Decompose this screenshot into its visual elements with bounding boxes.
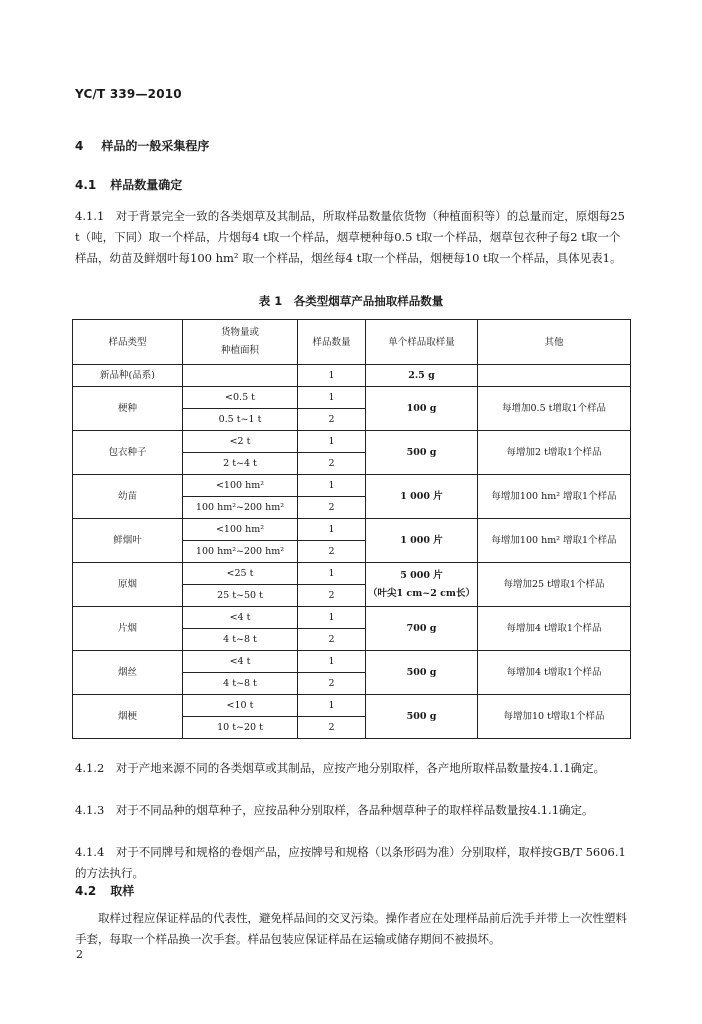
header-cell: 样品数量 — [298, 320, 366, 365]
table-row — [73, 365, 631, 387]
standard-number: YC/T 339—2010 — [75, 87, 182, 101]
page-number: 2 — [76, 948, 83, 961]
header-cell: 其他 — [478, 320, 631, 365]
other-cell: 每增加4 t增取1个样品 — [478, 607, 631, 651]
quantity-cell: <100 hm² — [183, 519, 298, 541]
other-cell: 每增加25 t增取1个样品 — [478, 563, 631, 607]
amount-cell: 700 g — [366, 607, 478, 651]
quantity-cell: <100 hm² — [183, 475, 298, 497]
count-cell: 2 — [298, 497, 366, 519]
sample-type-cell: 鲜烟叶 — [73, 519, 183, 563]
sample-type-cell: 烟梗 — [73, 695, 183, 739]
quantity-cell: <0.5 t — [183, 387, 298, 409]
quantity-cell — [183, 365, 298, 387]
table-row — [73, 475, 631, 497]
sample-type-cell: 幼苗 — [73, 475, 183, 519]
quantity-cell: 4 t~8 t — [183, 629, 298, 651]
sample-type-cell: 原烟 — [73, 563, 183, 607]
section-4-heading — [75, 137, 209, 154]
section-number: 4.1 — [75, 178, 97, 192]
amount-cell: 2.5 g — [366, 365, 478, 387]
quantity-cell: 25 t~50 t — [183, 585, 298, 607]
amount-cell: 1 000 片 — [366, 519, 478, 563]
quantity-cell: <4 t — [183, 651, 298, 673]
quantity-cell: 100 hm²~200 hm² — [183, 497, 298, 519]
sample-type-cell: 片烟 — [73, 607, 183, 651]
table-row — [73, 651, 631, 673]
count-cell: 1 — [298, 607, 366, 629]
quantity-cell: <4 t — [183, 607, 298, 629]
paragraph-4-1-1: 4.1.1 对于背景完全一致的各类烟草及其制品，所取样品数量依货物（种植面积等）的总量而定，原烟每25 t（吨，下同）取一个样品，片烟每4 t取一个样品，烟草梗种每0.5 t取一个样品，烟草包衣种子每2 t取一个样品，幼苗及鲜烟叶每100 hm² 取一个样品，烟丝每4 t取一个样品，烟梗每10 t取一个样品，具体见表1。 — [75, 209, 625, 265]
quantity-cell: 10 t~20 t — [183, 717, 298, 739]
other-cell: 每增加100 hm² 增取1个样品 — [478, 519, 631, 563]
section-title: 样品的一般采集程序 — [101, 139, 210, 153]
count-cell: 1 — [298, 651, 366, 673]
paragraph-4-1-3: 4.1.3 对于不同品种的烟草种子，应按品种分别取样，各品种烟草种子的取样样品数量按4.1.1确定。 — [75, 803, 594, 817]
quantity-cell: 4 t~8 t — [183, 673, 298, 695]
table-header-row — [73, 320, 631, 365]
count-cell: 2 — [298, 629, 366, 651]
table-row — [73, 563, 631, 585]
other-cell: 每增加2 t增取1个样品 — [478, 431, 631, 475]
section-4-2-heading — [75, 882, 134, 899]
amount-cell: 500 g — [366, 695, 478, 739]
quantity-cell: 0.5 t~1 t — [183, 409, 298, 431]
header-cell: 货物量或 种植面积 — [183, 320, 298, 365]
quantity-cell: <2 t — [183, 431, 298, 453]
count-cell: 1 — [298, 475, 366, 497]
sample-type-cell: 梗种 — [73, 387, 183, 431]
header-cell: 单个样品取样量 — [366, 320, 478, 365]
sample-type-cell: 包衣种子 — [73, 431, 183, 475]
quantity-cell: <25 t — [183, 563, 298, 585]
table-row — [73, 607, 631, 629]
table-row — [73, 387, 631, 409]
count-cell: 2 — [298, 585, 366, 607]
amount-cell: 1 000 片 — [366, 475, 478, 519]
header-cell: 样品类型 — [73, 320, 183, 365]
count-cell: 1 — [298, 695, 366, 717]
sample-type-cell: 新品种(品系) — [73, 365, 183, 387]
table-row — [73, 519, 631, 541]
amount-cell: 100 g — [366, 387, 478, 431]
sample-type-cell: 烟丝 — [73, 651, 183, 695]
other-cell: 每增加0.5 t增取1个样品 — [478, 387, 631, 431]
amount-cell: 500 g — [366, 431, 478, 475]
other-cell: 每增加10 t增取1个样品 — [478, 695, 631, 739]
count-cell: 1 — [298, 519, 366, 541]
other-cell: 每增加4 t增取1个样品 — [478, 651, 631, 695]
section-title: 样品数量确定 — [110, 178, 183, 192]
quantity-cell: <10 t — [183, 695, 298, 717]
count-cell: 1 — [298, 431, 366, 453]
table-caption: 表 1 各类型烟草产品抽取样品数量 — [258, 294, 444, 308]
count-cell: 2 — [298, 673, 366, 695]
paragraph-4-2: 取样过程应保证样品的代表性，避免样品间的交叉污染。操作者应在处理样品前后洗手并带上一次性塑料手套，每取一个样品换一次手套。样品包装应保证样品在运输或储存期间不被损坏。 — [75, 911, 627, 946]
count-cell: 2 — [298, 409, 366, 431]
count-cell: 1 — [298, 365, 366, 387]
paragraph-4-1-4: 4.1.4 对于不同牌号和规格的卷烟产品，应按牌号和规格（以条形码为准）分别取样，取样按GB/T 5606.1的方法执行。 — [75, 845, 626, 880]
quantity-cell: 2 t~4 t — [183, 453, 298, 475]
section-number: 4 — [75, 139, 84, 153]
table-row — [73, 695, 631, 717]
count-cell: 1 — [298, 387, 366, 409]
other-cell — [478, 365, 631, 387]
table-row — [73, 431, 631, 453]
amount-cell: 500 g — [366, 651, 478, 695]
count-cell: 2 — [298, 717, 366, 739]
count-cell: 2 — [298, 541, 366, 563]
section-4-1-heading — [75, 176, 182, 193]
section-number: 4.2 — [75, 884, 97, 898]
quantity-cell: 100 hm²~200 hm² — [183, 541, 298, 563]
sampling-table — [72, 319, 631, 739]
count-cell: 1 — [298, 563, 366, 585]
amount-cell: 5 000 片 （叶尖1 cm~2 cm长） — [366, 563, 478, 607]
paragraph-4-1-2: 4.1.2 对于产地来源不同的各类烟草或其制品，应按产地分别取样，各产地所取样品数量按4.1.1确定。 — [75, 761, 606, 775]
section-title: 取样 — [110, 884, 135, 898]
count-cell: 2 — [298, 453, 366, 475]
other-cell: 每增加100 hm² 增取1个样品 — [478, 475, 631, 519]
